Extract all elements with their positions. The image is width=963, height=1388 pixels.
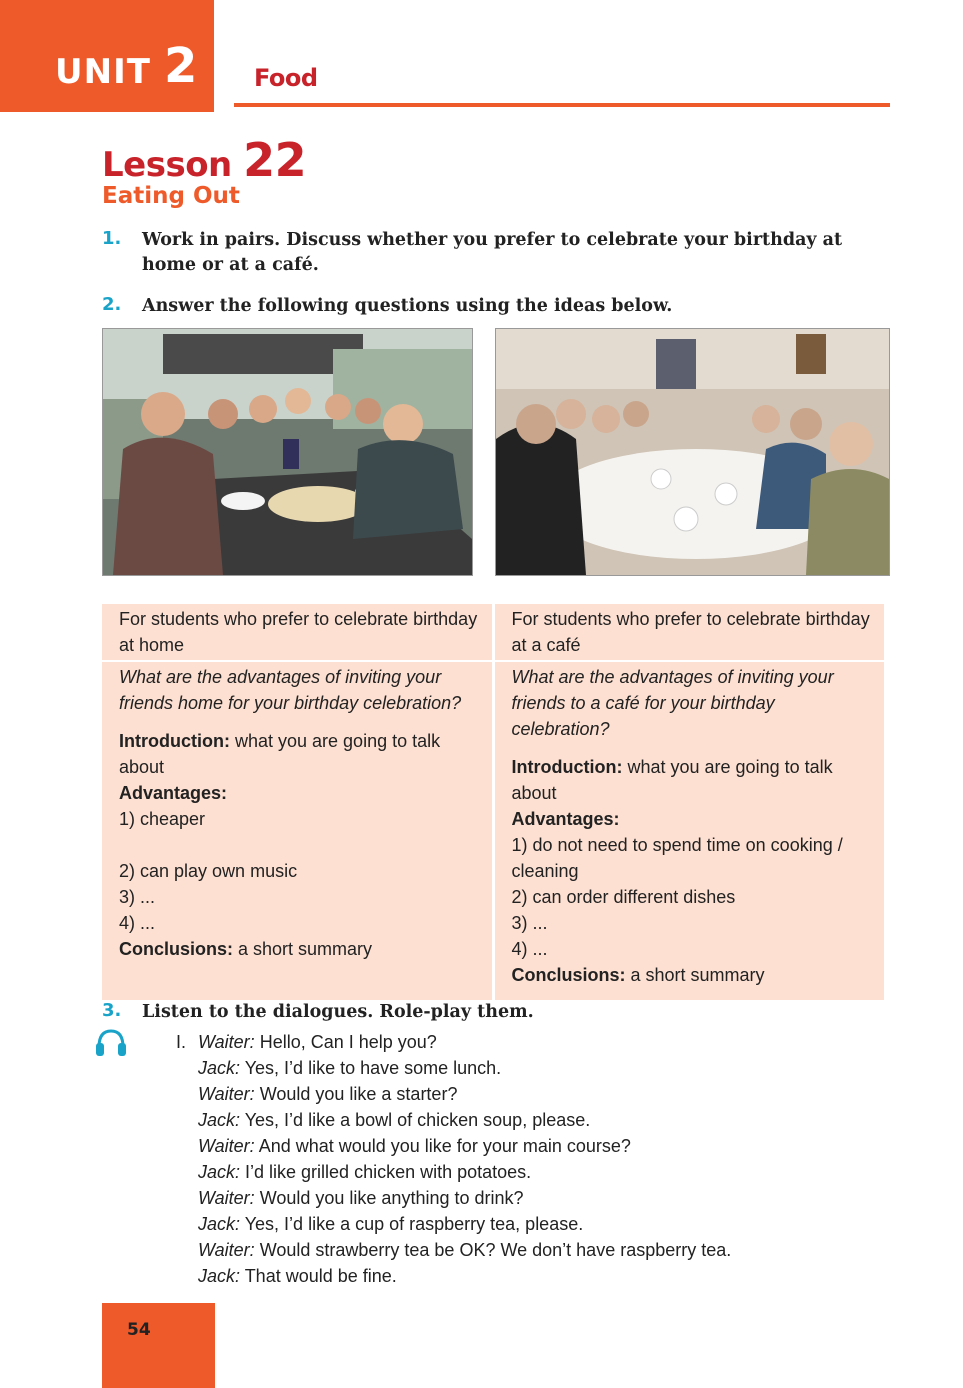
photo-home-party [102,328,473,576]
speaker: Jack: [198,1214,241,1234]
speaker: Jack: [198,1266,241,1286]
dialogue [176,1029,731,1289]
unit-topic: Food [254,64,318,92]
advantage-item: 1) do not need to spend time on cooking / cleaning [511,835,843,881]
task-text: Work in pairs. Discuss whether you prefer to celebrate your birthday at home or at a café. [142,230,843,275]
advantages-label: Advantages: [119,783,228,803]
dialogue-line [176,1263,731,1289]
headphones-icon[interactable] [94,1027,128,1062]
table-cell-right-heading: For students who prefer to celebrate birthday at a café [495,604,885,660]
task-3 [102,1000,892,1025]
lesson-number: 22 [243,133,307,187]
dialogue-line [176,1185,731,1211]
task-number: 1. [102,228,122,249]
line-text: Would you like anything to drink? [254,1188,524,1208]
speaker: Waiter: [198,1188,255,1208]
dialogue-line [176,1159,731,1185]
advantage-item: 2) can order different dishes [511,887,736,907]
table-row [102,604,884,660]
advantage-item [119,832,482,858]
dialogue-line [176,1133,731,1159]
line-text: Would strawberry tea be OK? We don’t have raspberry tea. [254,1240,732,1260]
dialogue-numeral: I. [176,1032,187,1052]
intro-label: Introduction: [119,731,230,751]
advantage-item: 4) ... [119,913,156,933]
table-cell-right-question [495,662,885,1000]
speaker: Waiter: [198,1084,255,1104]
dialogue-line [176,1029,731,1055]
table-row [102,662,884,1000]
dialogue-line [176,1081,731,1107]
task-2 [102,294,892,319]
conclusions-text: a short summary [233,939,373,959]
line-text: Hello, Can I help you? [254,1032,437,1052]
line-text: I’d like grilled chicken with potatoes. [240,1162,532,1182]
dialogue-line [176,1107,731,1133]
intro-text: what you are going to talk about [119,731,441,777]
task-text: Listen to the dialogues. Role-play them. [142,1002,534,1022]
advantage-item: 3) ... [119,887,156,907]
dialogue-line [176,1211,731,1237]
task-number: 3. [102,1000,122,1021]
task-text: Answer the following questions using the ideas below. [142,296,673,316]
line-text: Would you like a starter? [254,1084,458,1104]
speaker: Waiter: [198,1136,255,1156]
page-number-block [102,1303,215,1388]
line-text: Yes, I’d like a bowl of chicken soup, please. [240,1110,591,1130]
speaker: Jack: [198,1058,241,1078]
advantage-item: 4) ... [511,939,548,959]
advantages-label: Advantages: [511,809,620,829]
photo-cafe-party [495,328,890,576]
speaker: Jack: [198,1162,241,1182]
advantage-item: 1) cheaper [119,809,206,829]
conclusions-label: Conclusions: [119,939,234,959]
line-text: And what would you like for your main course? [254,1136,631,1156]
task-number: 2. [102,294,122,315]
task-1 [102,228,892,278]
line-text: Yes, I’d like a cup of raspberry tea, please. [240,1214,584,1234]
speaker: Waiter: [198,1032,255,1052]
unit-label: UNIT [55,52,151,92]
table-cell-left-question [102,662,492,1000]
header-rule [234,103,890,107]
line-text: That would be fine. [240,1266,397,1286]
intro-label: Introduction: [511,757,623,777]
intro-text: what you are going to talk about [511,757,833,803]
speaker: Jack: [198,1110,241,1130]
line-text: Yes, I’d like to have some lunch. [240,1058,502,1078]
lesson-label: Lesson [102,145,232,185]
lesson-title [102,133,306,187]
page-number: 54 [127,1320,151,1340]
dialogue-line [176,1237,731,1263]
table-cell-left-heading: For students who prefer to celebrate birthday at home [102,604,492,660]
conclusions-text: a short summary [625,965,765,985]
question-text: What are the advantages of inviting your friends home for your birthday celebration? [119,667,462,713]
advantage-item: 3) ... [511,913,548,933]
advantage-item: 2) can play own music [119,861,298,881]
question-text: What are the advantages of inviting your friends to a café for your birthday celebration? [511,667,834,739]
dialogue-line [176,1055,731,1081]
lesson-subtitle: Eating Out [102,183,240,209]
speaker: Waiter: [198,1240,255,1260]
conclusions-label: Conclusions: [511,965,626,985]
unit-number: 2 [164,38,198,94]
ideas-table [99,602,887,1002]
